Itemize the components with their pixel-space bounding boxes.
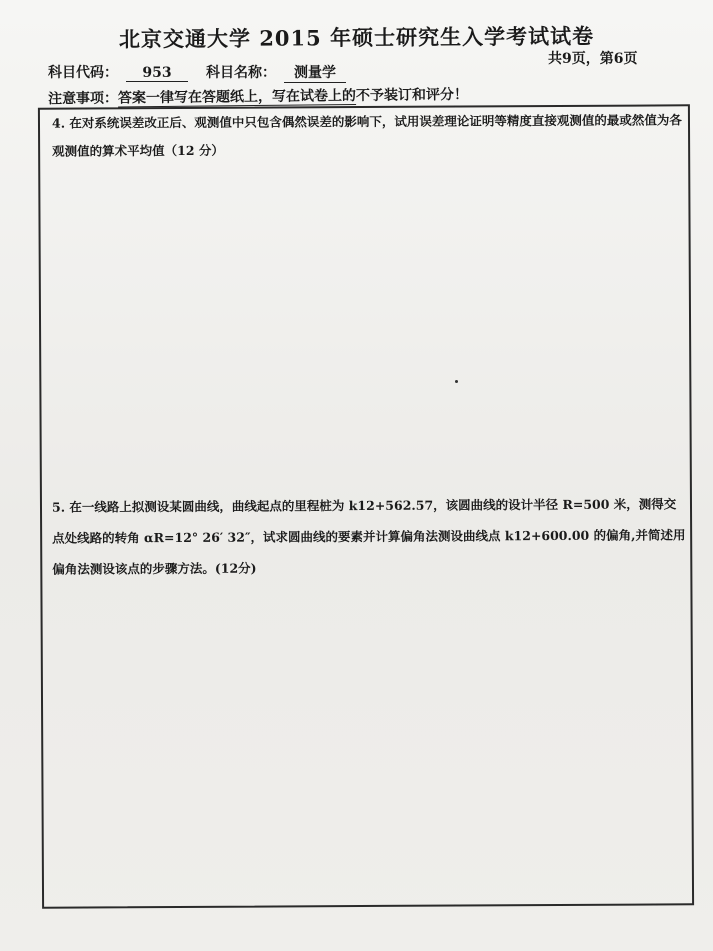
exam-notice (48, 84, 468, 108)
question-5: 5. 在一线路上拟测设某圆曲线，曲线起点的里程桩为 k12+562.57，该圆曲线的设计半径 R=500 米，测得交点处线路的转角 αR=12° 26′ 32″，试求圆曲线的要素并计算偏角法测设曲线点 k12+600.00 的偏角,并简述用偏角法测设该点的步骤方法。(12分) (51, 496, 686, 577)
exam-title: 北京交通大学 2015 年硕士研究生入学考试试卷 (118, 23, 595, 52)
subject-code-label: 科目代码： (48, 65, 118, 81)
subject-info (48, 62, 364, 83)
subject-name-value: 测量学 (284, 62, 346, 83)
notice-suffix: 不予装订和评分！ (355, 86, 469, 104)
page-count: 共9页，第6页 (548, 51, 638, 67)
subject-name-label: 科目名称： (206, 65, 276, 81)
notice-underlined: 答案一律写在答题纸上，写在试卷上的 (117, 87, 357, 107)
answer-box (38, 104, 694, 908)
notice-prefix: 注意事项： (47, 90, 119, 108)
subject-code-value: 953 (126, 65, 188, 82)
ink-dot (455, 380, 458, 383)
question-4: 4. 在对系统误差改正后、观测值中只包含偶然误差的影响下，试用误差理论证明等精度直接观测值的最或然值为各观测值的算术平均值（12 分） (51, 112, 682, 159)
